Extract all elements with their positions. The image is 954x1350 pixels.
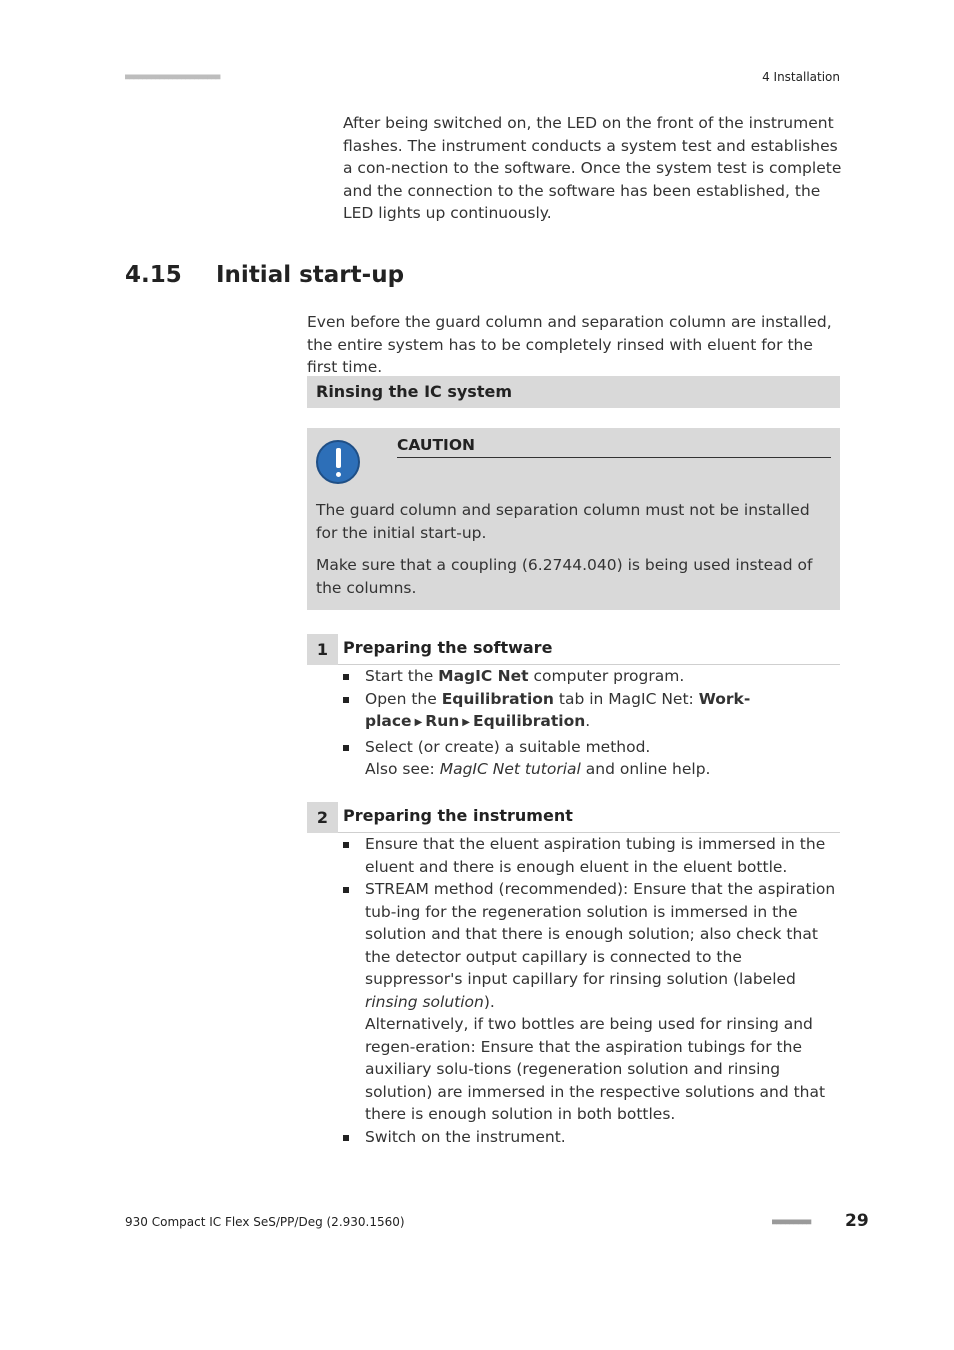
- list-item: Open the Equilibration tab in MagIC Net: Work- place ▶ Run ▶ Equilibration.: [343, 688, 843, 736]
- list-item: Select (or create) a suitable method. Also see: MagIC Net tutorial and online help.: [343, 736, 843, 781]
- bullet-icon: [343, 1135, 349, 1141]
- section-title: Initial start-up: [216, 262, 405, 288]
- section-lead: Even before the guard column and separation column are installed, the entire system has to be completely rinsed with eluent for the first time.: [307, 313, 832, 376]
- arrow-right-icon: ▶: [414, 717, 423, 728]
- section-number: 4.15: [125, 262, 182, 288]
- bullet-icon: [343, 674, 349, 680]
- header-section-label: 4 Installation: [762, 70, 840, 84]
- step-title-1: Preparing the software: [343, 638, 553, 657]
- step-title-2: Preparing the instrument: [343, 806, 573, 825]
- exclamation-icon: [316, 440, 360, 484]
- footer-decoration: ■■■■■■■■■: [772, 1217, 811, 1226]
- list-item: Ensure that the eluent aspiration tubing is immersed in the eluent and there is enough eluent in the eluent bottle.: [343, 833, 843, 878]
- caution-box: [307, 428, 840, 610]
- subheading-text: Rinsing the IC system: [316, 382, 512, 401]
- list-item: Start the MagIC Net computer program.: [343, 665, 843, 688]
- step-1-list: [343, 665, 843, 781]
- caution-title: CAUTION: [397, 436, 831, 458]
- step-number-1: 1: [307, 634, 338, 665]
- caution-paragraph-2: Make sure that a coupling (6.2744.040) is being used instead of the columns.: [316, 556, 813, 597]
- footer-product: 930 Compact IC Flex SeS/PP/Deg (2.930.1560): [125, 1215, 405, 1229]
- list-item: Switch on the instrument.: [343, 1126, 843, 1149]
- bullet-icon: [343, 842, 349, 848]
- page-number: 29: [845, 1211, 869, 1231]
- step-number-2: 2: [307, 802, 338, 833]
- bullet-icon: [343, 697, 349, 703]
- intro-paragraph: After being switched on, the LED on the front of the instrument flashes. The instrument conducts a system test and establishes a con-nection to the software. Once the system test is complete and the connection to the software has been established, the LED lights up continuously.: [343, 114, 842, 222]
- step-2-list: [343, 833, 843, 1148]
- bullet-icon: [343, 887, 349, 893]
- arrow-right-icon: ▶: [462, 717, 470, 728]
- caution-paragraph-1: The guard column and separation column must not be installed for the initial start-up.: [316, 501, 810, 542]
- subheading-bar: [307, 376, 840, 408]
- bullet-icon: [343, 745, 349, 751]
- header-decoration: ■■■■■■■■■■■■■■■■■■■■■■: [125, 72, 220, 81]
- section-heading: [125, 262, 404, 288]
- list-item: STREAM method (recommended): Ensure that the aspiration tub-ing for the regeneration solution is immersed in the solution and that there is enough solution; also check that the detector output capillary is connected to the suppressor's input capillary for rinsing solution (labeled rinsing solution). Alternatively, if two bottles are being used for rinsing and regen-eration: Ensure that the aspiration tubings for the auxiliary solu-tions (regeneration solution and rinsing solution) are immersed in the respective solutions and that there is enough solution in both bottles.: [343, 878, 843, 1126]
